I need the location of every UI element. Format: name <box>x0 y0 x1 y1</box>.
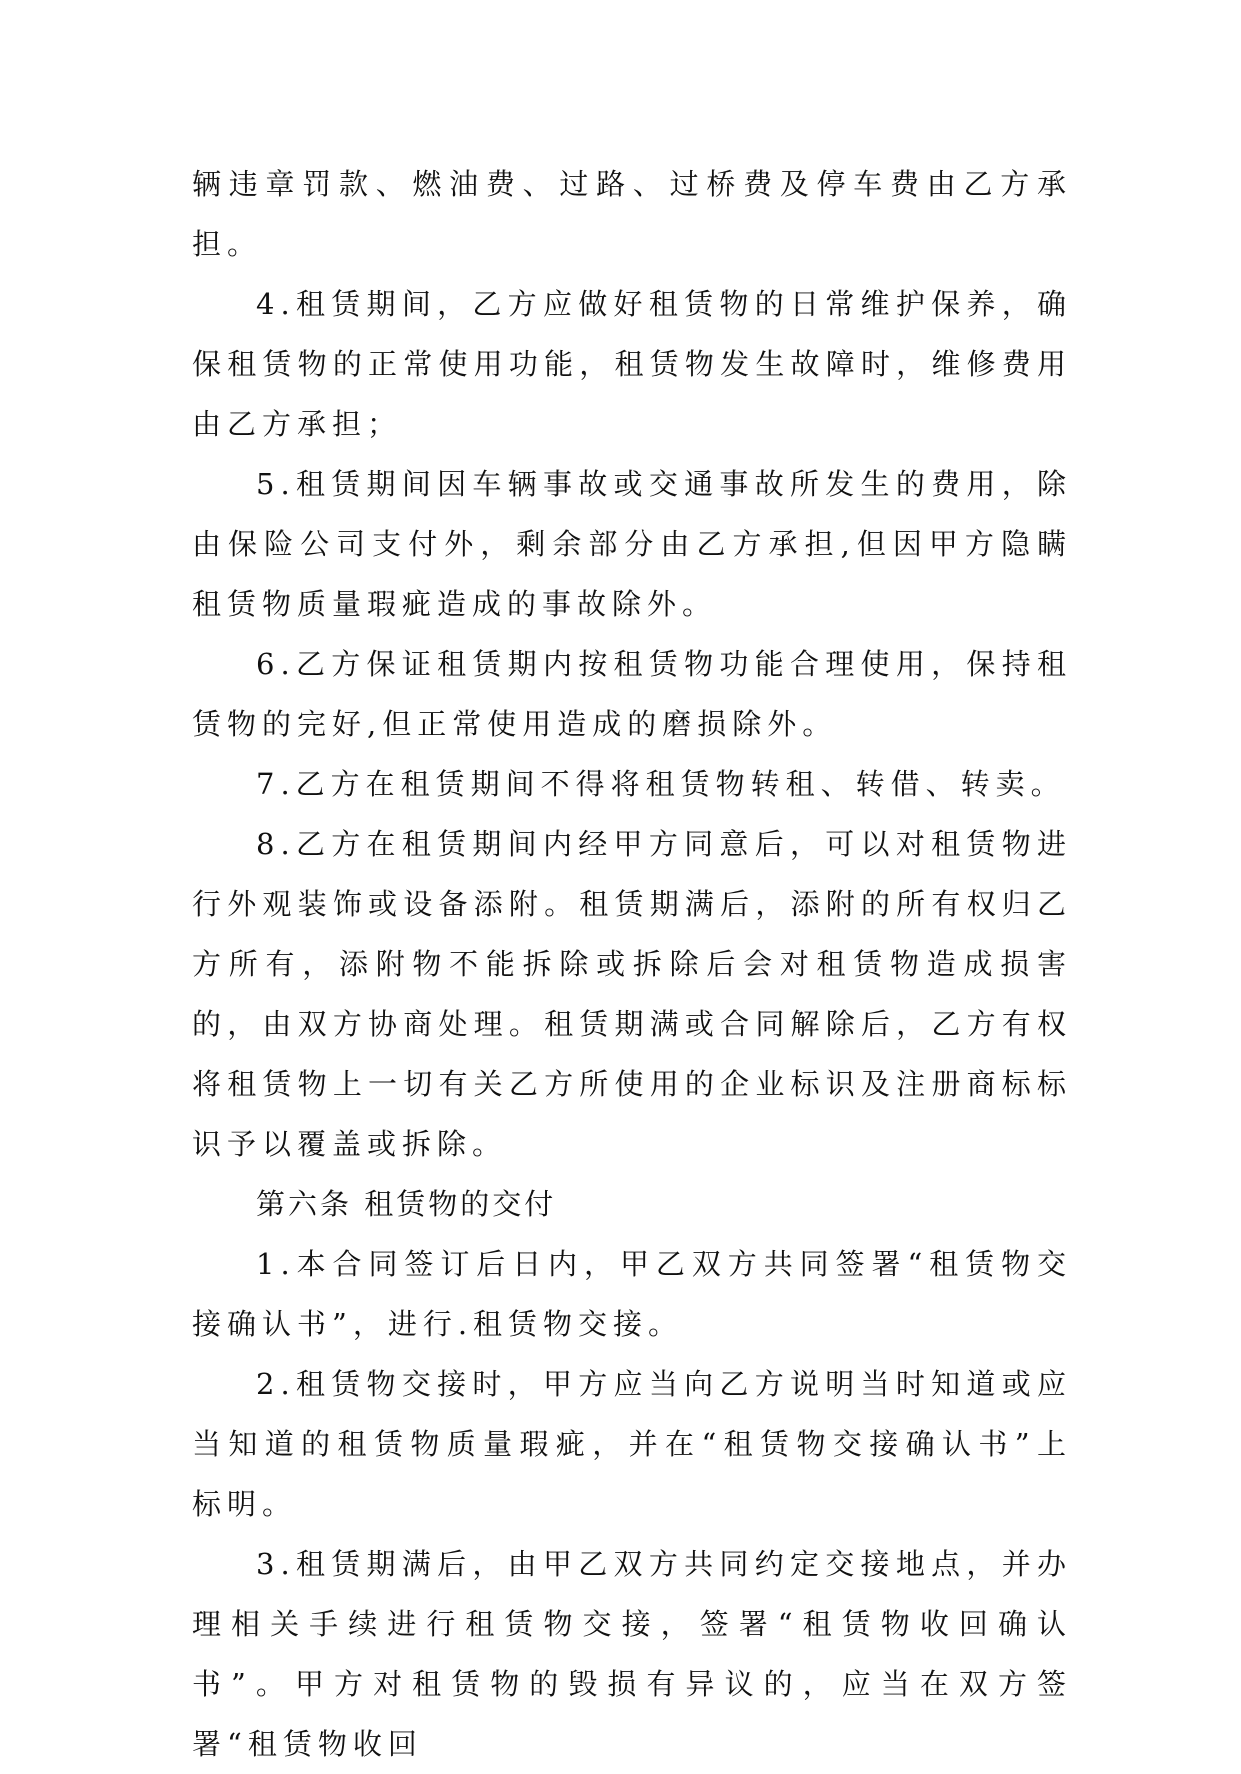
section-heading: 第六条 租赁物的交付 <box>256 1187 557 1221</box>
paragraph-delivery-3: 3.租赁期满后，由甲乙双方共同约定交接地点，并办理相关手续进行租赁物交接，签署“租赁物收回确认书”。甲方对租赁物的毁损有异议的，应当在双方签署“租赁物收回 <box>192 1547 1072 1761</box>
paragraph-delivery-1: 1.本合同签订后日内，甲乙双方共同签署“租赁物交接确认书”，进行.租赁物交接。 <box>192 1247 1072 1341</box>
paragraph-item-5: 5.租赁期间因车辆事故或交通事故所发生的费用，除由保险公司支付外，剩余部分由乙方承担,但因甲方隐瞒租赁物质量瑕疵造成的事故除外。 <box>192 467 1072 621</box>
paragraph-item-6: 6.乙方保证租赁期内按租赁物功能合理使用，保持租赁物的完好,但正常使用造成的磨损除外。 <box>192 647 1072 741</box>
document-body <box>192 154 1072 1774</box>
paragraph-delivery-2: 2.租赁物交接时，甲方应当向乙方说明当时知道或应当知道的租赁物质量瑕疵，并在“租赁物交接确认书”上标明。 <box>192 1367 1072 1521</box>
paragraph-item-8: 8.乙方在租赁期间内经甲方同意后，可以对租赁物进行外观装饰或设备添附。租赁期满后，添附的所有权归乙方所有，添附物不能拆除或拆除后会对租赁物造成损害的，由双方协商处理。租赁期满或合同解除后，乙方有权将租赁物上一切有关乙方所使用的企业标识及注册商标标识予以覆盖或拆除。 <box>192 827 1072 1161</box>
paragraph-continued: 辆违章罚款、燃油费、过路、过桥费及停车费由乙方承担。 <box>192 167 1072 261</box>
paragraph-item-7: 7.乙方在租赁期间不得将租赁物转租、转借、转卖。 <box>256 767 1066 801</box>
paragraph-item-4: 4.租赁期间，乙方应做好租赁物的日常维护保养，确保租赁物的正常使用功能，租赁物发生故障时，维修费用由乙方承担； <box>192 287 1072 441</box>
